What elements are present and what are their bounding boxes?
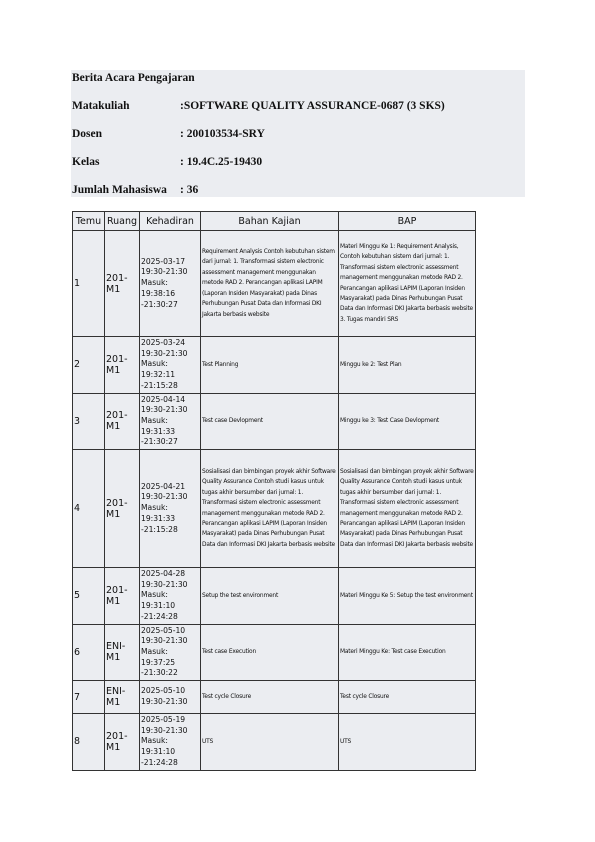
- kehadiran-date: 2025-05-10: [141, 625, 186, 635]
- kehadiran-time: 19:30-21:30: [141, 348, 188, 358]
- table-row: [73, 393, 476, 450]
- kehadiran-masuk: Masuk: 19:31:33: [141, 415, 176, 436]
- kehadiran-time: 19:30-21:30: [141, 492, 188, 502]
- cell-temu: 1: [73, 231, 105, 337]
- kehadiran-masuk: Masuk: 19:31:33: [141, 503, 176, 523]
- cell-kehadiran: [140, 568, 201, 625]
- column-header-bahan-kajian: Bahan Kajian: [201, 212, 339, 231]
- cell-bap: Materi Minggu Ke 5: Setup the test environment: [339, 568, 476, 625]
- kehadiran-date: 2025-05-19: [141, 715, 186, 725]
- cell-bap: Test cycle Closure: [339, 681, 476, 714]
- info-label: Jumlah Mahasiswa: [72, 184, 167, 196]
- cell-bahan-kajian: Sosialisasi dan bimbingan proyek akhir Software Quality Assurance Contoh studi kasus untuk tugas akhir bersumber dari jurnal: 1. Transformasi sistem electronic assessment management menggunakan metode RAD 2. Perancangan aplikasi LAPIM (Laporan Insiden Masyarakat) pada Dinas Perhubungan Pusat Data dan Informasi DKI Jakarta berbasis website: [201, 450, 339, 568]
- cell-kehadiran: [140, 231, 201, 337]
- cell-kehadiran: [140, 337, 201, 394]
- cell-bahan-kajian: Test case Execution: [201, 624, 339, 681]
- cell-kehadiran: [140, 624, 201, 681]
- kehadiran-time: 19:30-21:30: [141, 725, 188, 735]
- kehadiran-keluar: -21:15:28: [141, 524, 178, 534]
- info-value: : 19.4C.25-19430: [180, 156, 263, 168]
- cell-bap: UTS: [339, 714, 476, 771]
- info-value: : 36: [180, 184, 199, 196]
- cell-bap: Materi Minggu Ke 1: Requirement Analysis, Contoh kebutuhan sistem dari jurnal: 1. Transformasi sistem electronic assessment management menggunakan metode RAD 2. Perancangan aplikasi LAPIM (Laporan Insiden Masyarakat) pada Dinas Perhubungan Pusat Data dan Informasi DKI Jakarta berbasis website 3. Tugas mandiri SRS: [339, 231, 476, 337]
- info-value: :SOFTWARE QUALITY ASSURANCE-0687 (3 SKS): [180, 100, 445, 112]
- kehadiran-masuk: Masuk: 19:31:10: [141, 590, 176, 611]
- cell-kehadiran: [140, 393, 201, 450]
- table-row: [73, 450, 476, 568]
- kehadiran-masuk: Masuk: 19:31:10: [141, 736, 176, 757]
- kehadiran-masuk: Masuk: 19:38:16: [141, 278, 176, 298]
- cell-ruang: ENI-M1: [105, 681, 140, 714]
- kehadiran-time: 19:30-21:30: [141, 267, 188, 277]
- cell-bahan-kajian: UTS: [201, 714, 339, 771]
- cell-kehadiran: [140, 450, 201, 568]
- cell-bahan-kajian: Test cycle Closure: [201, 681, 339, 714]
- cell-kehadiran: [140, 681, 201, 714]
- column-header-bap: BAP: [339, 212, 476, 231]
- cell-temu: 8: [73, 714, 105, 771]
- cell-temu: 6: [73, 624, 105, 681]
- column-header-ruang: Ruang: [105, 212, 140, 231]
- cell-temu: 7: [73, 681, 105, 714]
- kehadiran-keluar: -21:30:22: [141, 668, 178, 678]
- kehadiran-date: 2025-04-21: [141, 481, 186, 491]
- table-row: [73, 231, 476, 337]
- column-header-temu: Temu: [73, 212, 105, 231]
- kehadiran-time: 19:30-21:30: [141, 697, 188, 707]
- cell-ruang: ENI-M1: [105, 624, 140, 681]
- table-row: [73, 714, 476, 771]
- info-label: Kelas: [72, 156, 100, 168]
- kehadiran-time: 19:30-21:30: [141, 405, 188, 415]
- cell-ruang: 201-M1: [105, 337, 140, 394]
- cell-bap: Minggu ke 2: Test Plan: [339, 337, 476, 394]
- cell-ruang: 201-M1: [105, 231, 140, 337]
- table-header-row: [73, 212, 476, 231]
- cell-bahan-kajian: Test case Devlopment: [201, 393, 339, 450]
- kehadiran-keluar: -21:15:28: [141, 380, 178, 390]
- header-block: [71, 70, 525, 197]
- kehadiran-masuk: Masuk: 19:32:11: [141, 359, 176, 380]
- kehadiran-keluar: -21:30:27: [141, 437, 178, 447]
- kehadiran-date: 2025-05-10: [141, 686, 186, 696]
- info-label: Dosen: [72, 128, 103, 140]
- kehadiran-keluar: -21:24:28: [141, 757, 178, 767]
- cell-temu: 2: [73, 337, 105, 394]
- cell-ruang: 201-M1: [105, 714, 140, 771]
- table-row: [73, 568, 476, 625]
- cell-temu: 3: [73, 393, 105, 450]
- info-value: : 200103534-SRY: [180, 128, 265, 140]
- table-row: [73, 337, 476, 394]
- cell-bahan-kajian: Test Planning: [201, 337, 339, 394]
- kehadiran-keluar: -21:30:27: [141, 299, 178, 309]
- cell-ruang: 201-M1: [105, 450, 140, 568]
- kehadiran-time: 19:30-21:30: [141, 636, 188, 646]
- cell-ruang: 201-M1: [105, 568, 140, 625]
- kehadiran-date: 2025-04-28: [141, 569, 186, 579]
- column-header-kehadiran: Kehadiran: [140, 212, 201, 231]
- kehadiran-date: 2025-03-24: [141, 338, 186, 347]
- page-title: Berita Acara Pengajaran: [72, 72, 195, 84]
- cell-bap: Sosialisasi dan bimbingan proyek akhir Software Quality Assurance Contoh studi kasus untuk tugas akhir bersumber dari jurnal: 1. Transformasi sistem electronic assessment management menggunakan metode RAD 2. Perancangan aplikasi LAPIM (Laporan Insiden Masyarakat) pada Dinas Perhubungan Pusat Data dan Informasi DKI Jakarta berbasis website: [339, 450, 476, 568]
- kehadiran-keluar: -21:24:28: [141, 611, 178, 621]
- kehadiran-date: 2025-04-14: [141, 394, 186, 404]
- kehadiran-date: 2025-03-17: [141, 256, 186, 266]
- kehadiran-time: 19:30-21:30: [141, 579, 188, 589]
- cell-bahan-kajian: Setup the test environment: [201, 568, 339, 625]
- cell-bap: Minggu ke 3: Test Case Devlopment: [339, 393, 476, 450]
- table-row: [73, 624, 476, 681]
- cell-temu: 5: [73, 568, 105, 625]
- bap-table: [72, 211, 476, 771]
- info-label: Matakuliah: [72, 100, 130, 112]
- cell-bap: Materi Minggu Ke: Test case Execution: [339, 624, 476, 681]
- cell-bahan-kajian: Requirement Analysis Contoh kebutuhan sistem dari jurnal: 1. Transformasi sistem electronic assessment management menggunakan metode RAD 2. Perancangan aplikasi LAPIM (Laporan Insiden Masyarakat) pada Dinas Perhubungan Pusat Data dan Informasi DKI Jakarta berbasis website: [201, 231, 339, 337]
- cell-ruang: 201-M1: [105, 393, 140, 450]
- cell-kehadiran: [140, 714, 201, 771]
- cell-temu: 4: [73, 450, 105, 568]
- table-row: [73, 681, 476, 714]
- kehadiran-masuk: Masuk: 19:37:25: [141, 646, 176, 667]
